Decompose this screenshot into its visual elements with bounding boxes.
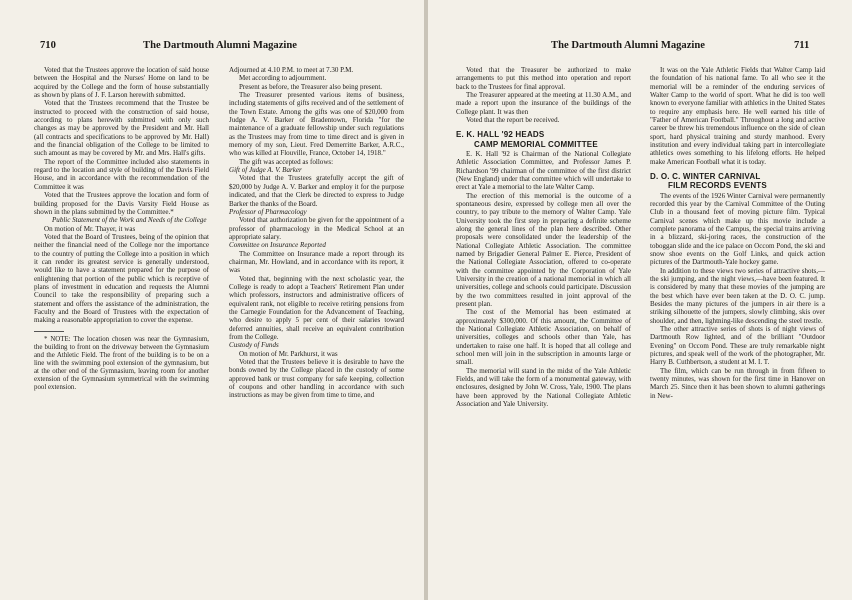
article-headline: D. O. C. WINTER CARNIVAL <box>650 172 761 182</box>
paragraph: In addition to these views two series of attractive shots,—the ski jumping, and the night views,—have been featured. It is considered by many that these movies of the jumping are the best which have ever been taken at the D. O. C. jump. Besides the many pictures of the jumpers in air there is a striking silhouette of the jumpers, slowly climbing, skis over shoulder, and then, lightning-like descending the steel trestle. <box>650 266 825 325</box>
left-page-column-1 <box>34 66 209 392</box>
section-subhead: Custody of Funds <box>229 341 279 350</box>
paragraph: Voted that the Trustees believe it is desirable to have the bonds owned by the College placed in the custody of some approved bank or trust company for safe keeping, collection of coupons and other handling in accordance with such instructions as may be given from time to time, and <box>229 358 404 400</box>
running-title: The Dartmouth Alumni Magazine <box>143 40 297 51</box>
paragraph: Adjourned at 4.10 P.M. to meet at 7.30 P.M. <box>229 66 354 74</box>
article-headline: CAMP MEMORIAL COMMITTEE <box>474 139 598 149</box>
paragraph: Voted that the Trustees gratefully accept the gift of $20,000 by Judge A. V. Barker and employ it for the purpose indicated, and that the Clerk be directed to express to Judge Barker the thanks of the Board. <box>229 174 404 208</box>
section-subhead: Public Statement of the Work and Needs of the College <box>52 216 207 225</box>
footnote-rule <box>34 331 64 332</box>
article-headline: FILM RECORDS EVENTS <box>668 181 767 191</box>
paragraph: The erection of this memorial is the outcome of a spontaneous desire, expressed by college men all over the country, to pay tribute to the memory of Walter Camp. Yale University took the first step in preparing a definite scheme along the general lines of the plan here described. Other proposals were consolidated under the leadership of the National Collegiate Athletic Association. The committee named by Brigadier General Palmer E. Pierce, President of the National Collegiate Association, offered to co-operate with the committee appointed by the Corporation of Yale University in the creation of a national memorial in which all universities, college and schools could participate. Discussion by the two committees resulted in joint approval of the present plan. <box>456 191 631 308</box>
paragraph: Present as before, the Treasurer also being present. <box>239 82 383 91</box>
paragraph: Voted that, beginning with the next scholastic year, the College is ready to adopt a Teachers' Retirement Plan under which professors, instructors and administrative officers of equivalent rank, not eligible to receive retiring pensions from the Carnegie Foundation for the Advancement of Teaching, who desire to apply 5 per cent of their salaries toward deferred annuities, shall receive an equivalent contribution from the College. <box>229 274 404 341</box>
paragraph: The Treasurer appeared at the meeting at 11.30 A.M., and made a report upon the insurance of the buildings of the College plant. It was then <box>456 91 631 116</box>
right-page-column-1 <box>456 66 631 408</box>
paragraph: It was on the Yale Athletic Fields that Walter Camp laid the foundation of his national fame. To all who see it the memorial will be a reminder of the enduring services of Walter Camp to the world of sport. What he did is too well known to everyone familiar with athletics in the United States to require any emphasis here. He well earned his title of "Father of American Football." Throughout a long and active career be threw his tremendous influence on the side of clean sport, hard physical training and sturdy manhood. Every institution and every individual taking part in intercollegiate athletics owes something to his lifelong efforts. He helped make American Football what it is today. <box>650 66 825 166</box>
running-head <box>0 40 424 54</box>
paragraph: Voted that the Trustees approve the location and form of building proposed for the Davis Varsity Field House as shown in the plans submitted by the Committee.* <box>34 191 209 216</box>
article-headline: E. K. HALL '92 HEADS <box>456 130 545 140</box>
paragraph: Voted that authorization be given for the appointment of a professor of pharmacology in the Medical School at an appropriate salary. <box>229 216 404 241</box>
page-number: 710 <box>40 40 56 51</box>
footnote: * NOTE: The location chosen was near the Gymnasium, the building to front on the driveway between the Gymnasium and the Athletic Field. The front of the building is to be on a line with the swimming pool extension of the gymnasium, but at the other end of the Gymnasium, leaving room for another extension of the Gymnasium symmetrical with the swimming pool extension. <box>34 335 209 392</box>
section-subhead: Committee on Insurance Reported <box>229 241 326 250</box>
paragraph: Voted that the Trustees approve the location of said house between the Hospital and the Nurses' Home on land to be acquired by the College and the form of house substantially as shown by plans of J. F. Larson herewith submitted. <box>34 66 209 100</box>
right-page <box>428 0 852 600</box>
right-page-column-2 <box>650 66 825 400</box>
page-number: 711 <box>794 40 810 51</box>
paragraph: The gift was accepted as follows: <box>239 157 334 166</box>
section-subhead: Gift of Judge A. V. Barker <box>229 166 302 175</box>
paragraph: Voted that the Trustees recommend that the Trustee be instructed to proceed with the construction of said house, according to plans herewith submitted with only such changes as may be approved by the President and Mr. Hall (all contracts and specifications to be approved by Mr. Hall) and the financial obligation of the College to be limited to such amount as may be covered by Mr. and Mrs. Hall's gifts. <box>34 99 209 158</box>
paragraph: Voted that the report be received. <box>466 116 560 125</box>
running-title: The Dartmouth Alumni Magazine <box>551 40 705 51</box>
paragraph: Voted that the Treasurer be authorized to make arrangements to put this method into operation and report back to the Trustees for final approval. <box>456 66 631 91</box>
paragraph: Met according to adjournment. <box>239 74 327 83</box>
paragraph: E. K. Hall '92 is Chairman of the National Collegiate Athletic Association Committee, and Professor James P. Richardson '99 chairman of the committee of the first district (New England) under that committee which will undertake to erect at Yale a memorial to the late Walter Camp. <box>456 149 631 192</box>
paragraph: The cost of the Memorial has been estimated at approximately $300,000. Of this amount, the Committee of the National Collegiate Athletic Association, on behalf of universities, colleges and schools other than Yale, has undertaken to raise one half. It is hoped that all college and school men will join in the subscription in amounts large or small. <box>456 308 631 367</box>
running-head <box>428 40 852 54</box>
paragraph: The events of the 1926 Winter Carnival were permanently recorded this year by the Carnival Committee of the Outing Club in a thousand feet of moving picture film. Typical Carnival scenes which make up this movie include a complete panorama of the Campus, the special trains arriving in a blizzard, ski-joring races, the construction of the toboggan slide and the ice palace on Occom Pond, the ski and snow shoe events on the Golf Links, and quick action pictures of the Dartmouth-Yale hockey game. <box>650 191 825 267</box>
paragraph: On motion of Mr. Thayer, it was <box>44 224 136 233</box>
paragraph: Voted that the Board of Trustees, being of the opinion that neither the financial need of the College nor the importance to the country of putting the College into a position in which it can render its greatest service is generally understood, would like to have a statement prepared for the purpose of enlightening that portion of the public which is receptive of plans of investment in education and requests the Alumni Council to take the responsibility of preparing such a statement and offers the assistance of the administration, the Faculty and the Board of Trustees with the expectation of making a reasonable appropriation to cover the expense. <box>34 232 209 325</box>
paragraph: The other attractive series of shots is of night views of Dartmouth Row lighted, and of the brilliant "Outdoor Evening" on Occom Pond. These are truly remarkable night pictures, and speak well of the work of the photographer, Mr. Harry B. Cuthbertson, a student at M. I. T. <box>650 325 825 367</box>
paragraph: The memorial will stand in the midst of the Yale Athletic Fields, and will take the form of a monumental gateway, with enclosures, designed by John W. Cross, Yale, 1900. The plans have been approved by the National Collegiate Athletic Association and Yale University. <box>456 366 631 409</box>
paragraph: The report of the Committee included also statements in regard to the location and style of building of the Davis Field House, and in accordance with the recommendation of the Committee it was <box>34 157 209 191</box>
left-page <box>0 0 424 600</box>
paragraph: The film, which can be run through in from fifteen to twenty minutes, was shown for the first time in Hanover on March 25. Since then it has been shown to alumni gatherings in New- <box>650 366 825 400</box>
paragraph: The Treasurer presented various items of business, including statements of gifts received and of the settlement of the Town Estate. Among the gifts was one of $20,000 from Judge A. V. Barker of Bradentown, Florida "for the maintenance of a graduate fellowship under such regulations as the Trustees may from time to time direct and is given in memory of my son, Lieut. Fred Demerritte Barker, A.R.C., who was killed at Flouville, France, October 14, 1918." <box>229 91 404 158</box>
section-subhead: Professor of Pharmacology <box>229 207 307 216</box>
paragraph: On motion of Mr. Parkhurst, it was <box>239 349 338 358</box>
paragraph: The Committee on Insurance made a report through its chairman, Mr. Howland, and in accordance with its report, it was <box>229 249 404 275</box>
left-page-column-2 <box>229 66 404 400</box>
